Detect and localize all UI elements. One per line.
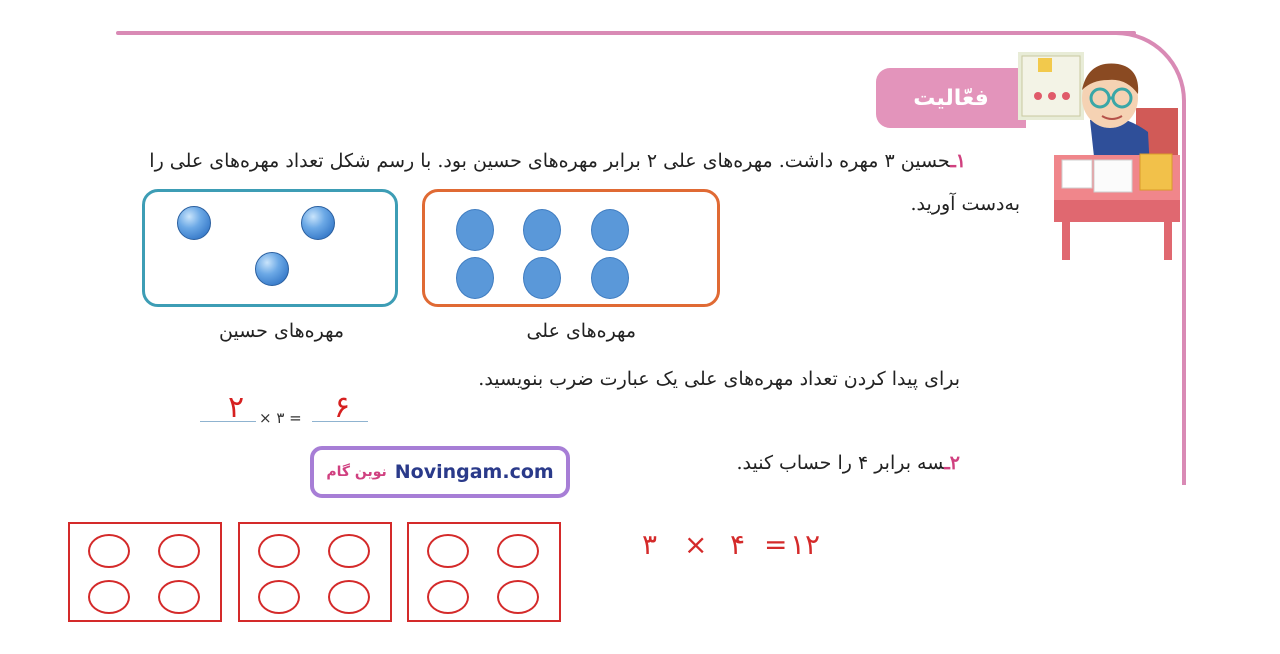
- bead: [255, 252, 289, 286]
- bead: [523, 209, 561, 251]
- bead: [177, 206, 211, 240]
- circle: [427, 580, 469, 614]
- equation-result: ۱۲: [790, 528, 821, 561]
- activity-title: فعّالیت: [913, 85, 989, 111]
- bead: [456, 257, 494, 299]
- circle: [158, 534, 200, 568]
- equation-factor-b: ۴: [730, 528, 746, 561]
- label-hosein-beads: مهره‌های حسین: [219, 320, 344, 342]
- question-2-number: ۲ـ: [944, 452, 960, 474]
- group-box-3: [407, 522, 561, 622]
- equation-factor-a: ۳: [642, 528, 658, 561]
- bead: [523, 257, 561, 299]
- circle: [88, 580, 130, 614]
- circle: [258, 580, 300, 614]
- question-2-text: سه برابر ۴ را حساب کنید.: [736, 452, 945, 474]
- multiply-operator-text: × ۳ =: [259, 409, 302, 427]
- circle: [258, 534, 300, 568]
- answer-value-product: ۶: [334, 390, 351, 425]
- group-box-2: [238, 522, 392, 622]
- bead: [591, 257, 629, 299]
- circle: [328, 534, 370, 568]
- bead: [456, 209, 494, 251]
- circle: [158, 580, 200, 614]
- question-1-line-2: به‌دست آورید.: [910, 193, 1020, 215]
- circle: [497, 534, 539, 568]
- label-ali-beads: مهره‌های علی: [526, 320, 636, 342]
- boy-at-desk-illustration: [1018, 50, 1186, 265]
- bead: [301, 206, 335, 240]
- circle: [497, 580, 539, 614]
- equation-equals: =: [764, 528, 788, 561]
- question-1-number: ۱ـ: [950, 150, 966, 172]
- watermark-brand: نوین گام: [326, 464, 387, 480]
- answer-value-multiplier: ۲: [228, 390, 245, 425]
- equation-times: ×: [684, 528, 708, 561]
- instruction-text: برای پیدا کردن تعداد مهره‌های علی یک عبارت ضرب بنویسید.: [478, 368, 960, 390]
- activity-badge: [876, 68, 1026, 128]
- circle: [328, 580, 370, 614]
- question-2: [736, 452, 960, 474]
- circle: [88, 534, 130, 568]
- question-1-line-1: [149, 150, 966, 172]
- group-box-1: [68, 522, 222, 622]
- hosein-beads-box: [142, 189, 398, 307]
- question-1-text: حسین ۳ مهره داشت. مهره‌های علی ۲ برابر مهره‌های حسین بود. با رسم شکل تعداد مهره‌های علی را: [149, 150, 951, 172]
- page-frame-top: [116, 31, 1136, 35]
- bead: [591, 209, 629, 251]
- circle: [427, 534, 469, 568]
- watermark-logo: [310, 446, 570, 498]
- watermark-site: Novingam.com: [394, 461, 554, 483]
- ali-beads-box: [422, 189, 720, 307]
